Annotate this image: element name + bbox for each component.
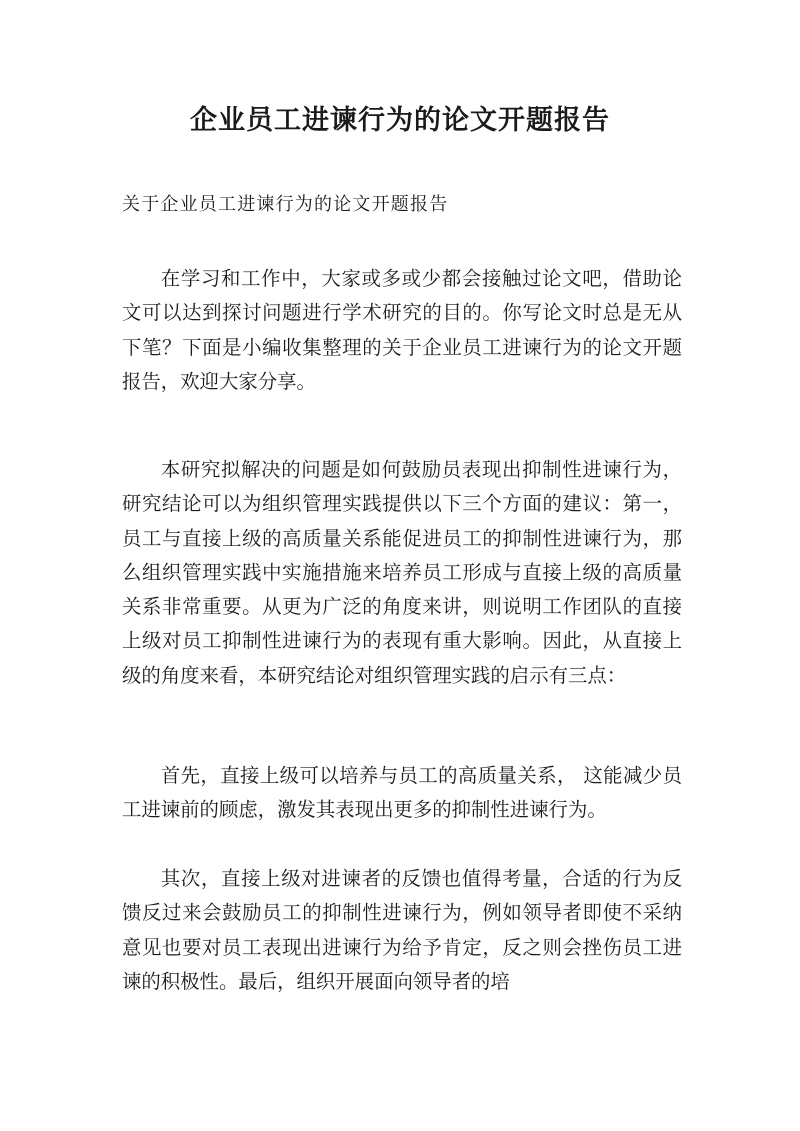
document-title: 企业员工进谏行为的论文开题报告 — [190, 105, 610, 136]
document-subtitle: 关于企业员工进谏行为的论文开题报告 — [122, 194, 449, 215]
paragraph-first-point: 首先，直接上级可以培养与员工的高质量关系， 这能减少员工进谏前的顾虑，激发其表现出更多的抑制性进谏行为。 — [122, 764, 682, 822]
paragraph-second-point: 其次，直接上级对进谏者的反馈也值得考量，合适的行为反馈反过来会鼓励员工的抑制性进谏行为，例如领导者即使不采纳意见也要对员工表现出进谏行为给予肯定，反之则会挫伤员工进谏的积极性。最后，组织开展面向领导者的培 — [122, 867, 682, 993]
paragraph-research-problem: 本研究拟解决的问题是如何鼓励员表现出抑制性进谏行为，研究结论可以为组织管理实践提供以下三个方面的建议：第一，员工与直接上级的高质量关系能促进员工的抑制性进谏行为，那么组织管理实践中实施措施来培养员工形成与直接上级的高质量关系非常重要。从更为广泛的角度来讲，则说明工作团队的直接上级对员工抑制性进谏行为的表现有重大影响。因此，从直接上级的角度来看，本研究结论对组织管理实践的启示有三点： — [122, 458, 682, 687]
paragraph-intro: 在学习和工作中，大家或多或少都会接触过论文吧，借助论文可以达到探讨问题进行学术研究的目的。你写论文时总是无从下笔？下面是小编收集整理的关于企业员工进谏行为的论文开题报告，欢迎大家分享。 — [122, 267, 682, 393]
